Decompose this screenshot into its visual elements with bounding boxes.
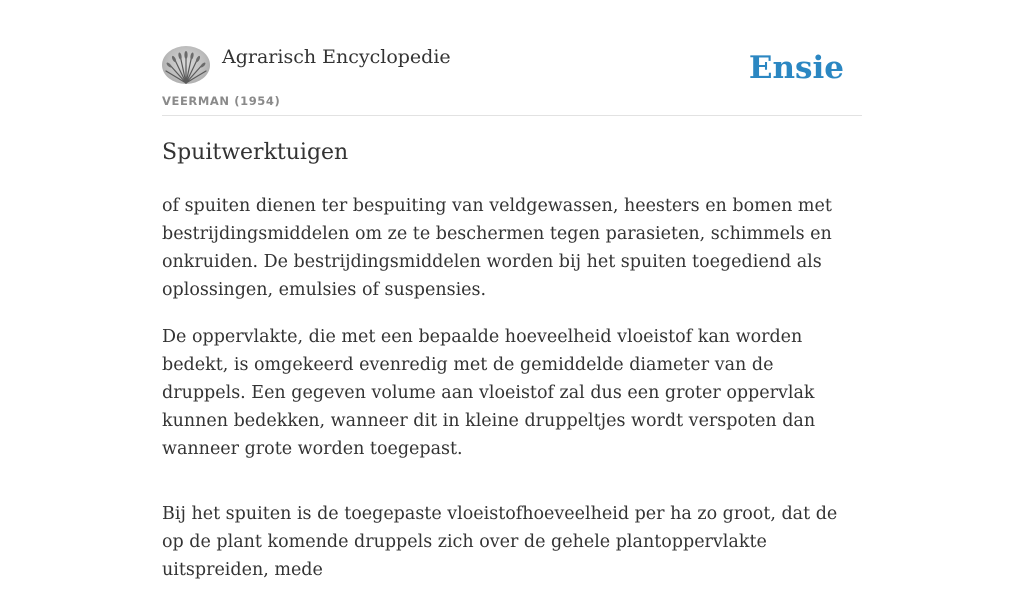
wheat-sheaf-icon[interactable] — [162, 46, 210, 84]
article-paragraph: De oppervlakte, die met een bepaalde hoeveelheid vloeistof kan worden bedekt, is omgekeerd evenredig met de gemiddelde diameter van de druppels. Een gegeven volume aan vloeistof zal dus een groter oppervlak kunnen bedekken, wanneer dit in kleine druppeltjes wordt verspoten dan wanneer grote worden toegepast. — [162, 327, 816, 459]
article-body — [162, 192, 862, 603]
source-author: VEERMAN (1954) — [162, 94, 281, 108]
source-title[interactable]: Agrarisch Encyclopedie — [222, 46, 451, 68]
article-title: Spuitwerktuigen — [162, 140, 349, 165]
header — [162, 44, 862, 116]
brand-logo[interactable]: Ensie — [748, 50, 844, 86]
article-paragraph: Bij het spuiten is de toegepaste vloeistofhoeveelheid per ha zo groot, dat de op de plant komende druppels zich over de gehele plantoppervlakte uitspreiden, mede — [162, 504, 838, 580]
article-paragraph: of spuiten dienen ter bespuiting van veldgewassen, heesters en bomen met bestrijdingsmiddelen om ze te beschermen tegen parasieten, schimmels en onkruiden. De bestrijdingsmiddelen worden bij het spuiten toegediend als oplossingen, emulsies of suspensies. — [162, 196, 832, 300]
